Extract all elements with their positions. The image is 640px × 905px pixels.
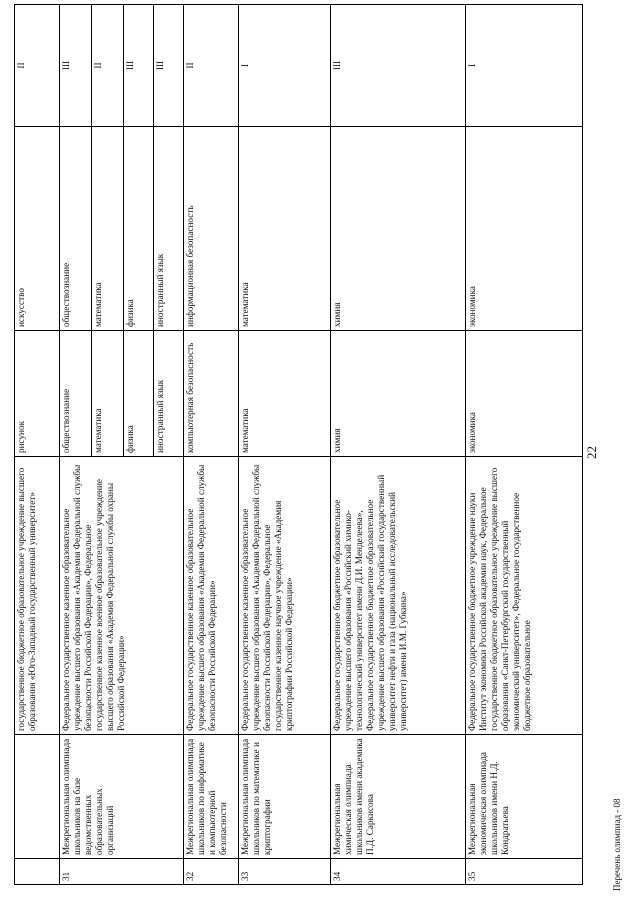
organizer-cell: государственное бюджетное образовательное учреждение высшего образования «Юго-Западный государственный университет»: [15, 457, 60, 735]
olympiad-number-cell: 35: [466, 859, 583, 885]
table-row: [60, 5, 92, 885]
subject-cell: экономика: [466, 331, 583, 457]
page-number: 22: [584, 446, 599, 459]
level-cell: III: [331, 5, 466, 127]
level-cell: II: [92, 5, 124, 127]
table-row: [239, 5, 331, 885]
profile-cell: математика: [239, 127, 331, 331]
olympiad-number-cell: 32: [184, 859, 239, 885]
level-cell: III: [124, 5, 154, 127]
level-cell: I: [466, 5, 583, 127]
subject-cell: иностранный язык: [154, 331, 184, 457]
level-cell: I: [239, 5, 331, 127]
subject-cell: математика: [92, 331, 124, 457]
table-row: [184, 5, 239, 885]
profile-cell: иностранный язык: [154, 127, 184, 331]
profile-cell: информационная безопасность: [184, 127, 239, 331]
organizer-cell: Федеральное государственное бюджетное образовательное учреждение высшего образования «Российский химико-технологический университет имени Д.И. Менделеева», Федеральное государственное бюджетное образовательное учреждение высшего образования «Российский государственный университет нефти и газа (национальный исследовательский университет) имени И.М. Губкина»: [331, 457, 466, 735]
level-cell: II: [15, 5, 60, 127]
subject-cell: физика: [124, 331, 154, 457]
level-cell: II: [184, 5, 239, 127]
subject-cell: химия: [331, 331, 466, 457]
subject-cell: обществознание: [60, 331, 92, 457]
olympiad-name-cell: Межрегиональная химическая олимпиада школьников имени академика П.Д. Саркисова: [331, 735, 466, 859]
subject-cell: рисунок: [15, 331, 60, 457]
table-row: [15, 5, 60, 885]
profile-cell: искусство: [15, 127, 60, 331]
profile-cell: экономика: [466, 127, 583, 331]
olympiad-table: [14, 4, 583, 885]
olympiad-name-cell: Межрегиональная экономическая олимпиада школьников имени Н.Д. Кондратьева: [466, 735, 583, 859]
olympiad-name-cell: Межрегиональная олимпиада школьников по информатике и компьютерной безопасности: [184, 735, 239, 859]
olympiad-number-cell: 33: [239, 859, 331, 885]
olympiad-name-cell: Межрегиональная олимпиада школьников на базе ведомственных образовательных организаций: [60, 735, 184, 859]
organizer-cell: Федеральное государственное бюджетное учреждение науки Институт экономики Российской академии наук, Федеральное государственное бюджетное образовательное учреждение высшего образования «Санкт-Петербургский государственный экономический университет», Федеральное государственное бюджетное образовательное: [466, 457, 583, 735]
olympiad-name-cell: [15, 735, 60, 859]
olympiad-number-cell: 31: [60, 859, 184, 885]
table-row: [331, 5, 466, 885]
profile-cell: математика: [92, 127, 124, 331]
olympiad-number-cell: [15, 859, 60, 885]
level-cell: III: [154, 5, 184, 127]
table-row: [466, 5, 583, 885]
level-cell: III: [60, 5, 92, 127]
page-footer: Перечень олимпиад - 08: [612, 798, 622, 891]
organizer-cell: Федеральное государственное казенное образовательное учреждение высшего образования «Академия Федеральной службы безопасности Российской Федерации»: [184, 457, 239, 735]
organizer-cell: Федеральное государственное казенное образовательное учреждение высшего образования «Академия Федеральной службы безопасности Российской Федерации», Федеральное государственное казенное военное образовательное учреждение высшего образования «Академия Федеральной службы охраны Российской Федерации»: [60, 457, 184, 735]
profile-cell: физика: [124, 127, 154, 331]
profile-cell: обществознание: [60, 127, 92, 331]
profile-cell: химия: [331, 127, 466, 331]
olympiad-number-cell: 34: [331, 859, 466, 885]
olympiad-name-cell: Межрегиональная олимпиада школьников по математике и криптографии: [239, 735, 331, 859]
subject-cell: компьютерная безопасность: [184, 331, 239, 457]
subject-cell: математика: [239, 331, 331, 457]
organizer-cell: Федеральное государственное казенное образовательное учреждение высшего образования «Академия Федеральной службы безопасности Российской Федерации», Федеральное государственное казенное научное учреждение «Академия криптографии Российской Федерации»: [239, 457, 331, 735]
